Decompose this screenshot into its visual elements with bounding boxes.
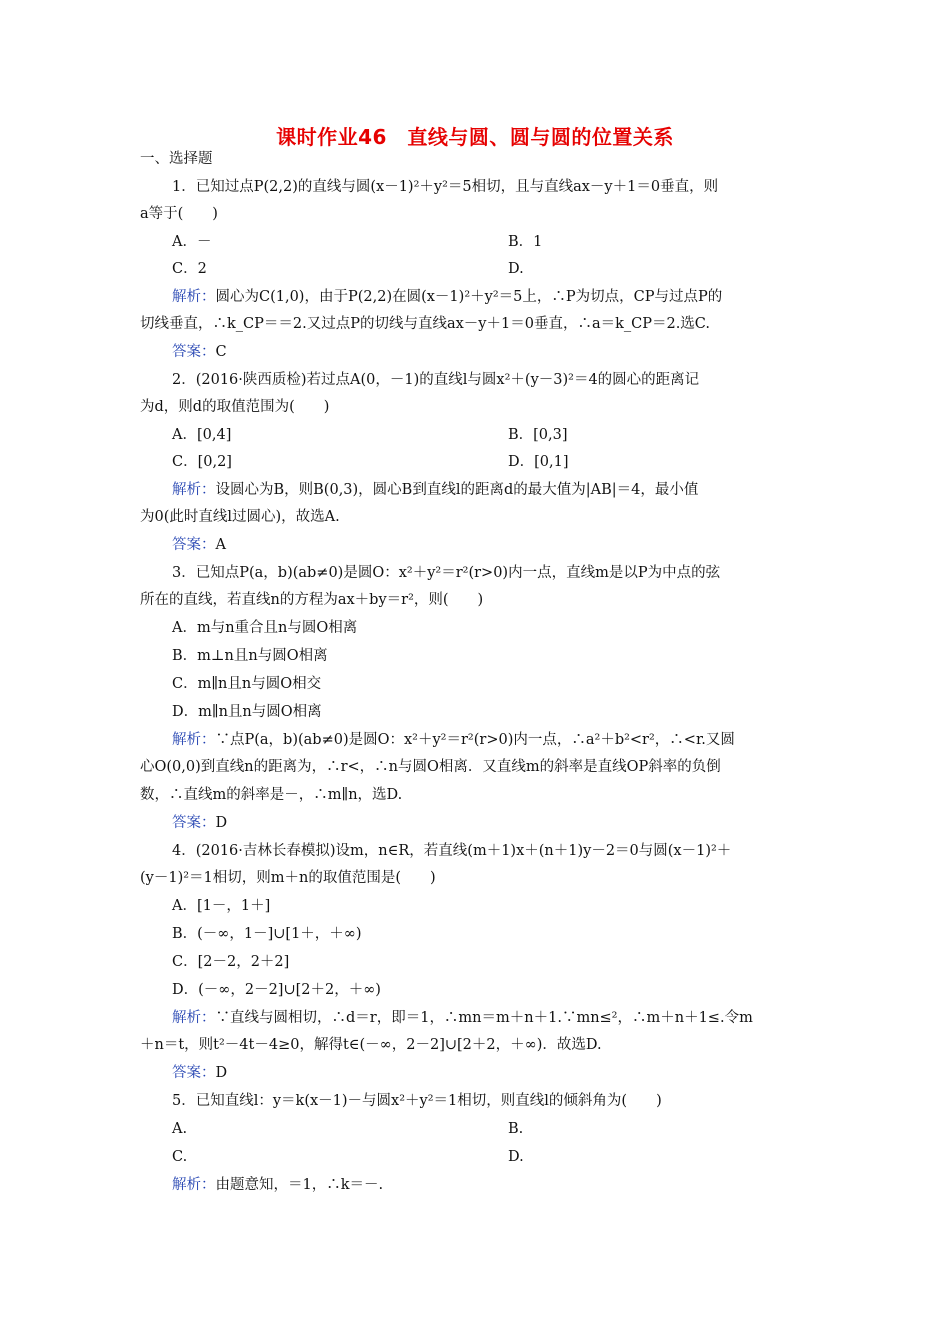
q2-option-b: B．[0,3]: [508, 427, 568, 443]
q1-analysis-line2: 切线垂直，∴k_CP＝＝2.又过点P的切线与直线ax－y＋1＝0垂直，∴a＝k_CP＝2.选C.: [140, 316, 710, 332]
q1-answer: 答案：C: [172, 344, 227, 360]
page-title: 课时作业46 直线与圆、圆与圆的位置关系: [276, 125, 674, 149]
q2-option-a: A．[0,4]: [172, 427, 232, 443]
q4-stem-line2: (y－1)²＝1相切，则m＋n的取值范围是( ): [140, 870, 436, 886]
q4-analysis-line2: ＋n＝t，则t²－4t－4≥0，解得t∈(－∞，2－2]∪[2＋2，＋∞)．故选D.: [140, 1037, 602, 1053]
q3-option-c: C．m∥n且n与圆O相交: [172, 676, 322, 692]
q5-option-a: A.: [172, 1121, 188, 1137]
analysis-label: 解析：: [172, 1010, 216, 1026]
q3-analysis-line1: 解析：∵点P(a，b)(ab≠0)是圆O：x²＋y²＝r²(r>0)内一点，∴a²＋b²<r²，∴<r.又圆: [172, 732, 735, 748]
analysis-label: 解析：: [172, 289, 216, 305]
answer-label: 答案：: [172, 537, 216, 553]
q3-stem-line1: 3．已知点P(a，b)(ab≠0)是圆O：x²＋y²＝r²(r>0)内一点，直线m是以P为中点的弦: [172, 565, 721, 581]
q1-option-d: D.: [508, 261, 524, 277]
q1-analysis-line1: 解析：圆心为C(1,0)，由于P(2,2)在圆(x－1)²＋y²＝5上，∴P为切点，CP与过点P的: [172, 289, 723, 305]
answer-label: 答案：: [172, 1065, 216, 1081]
q4-option-d: D．(－∞，2－2]∪[2＋2，＋∞): [172, 982, 381, 998]
q3-stem-line2: 所在的直线，若直线n的方程为ax＋by＝r²，则( ): [140, 592, 484, 608]
q2-stem-line2: 为d，则d的取值范围为( ): [140, 399, 330, 415]
q2-analysis-line2: 为0(此时直线l过圆心)，故选A.: [140, 509, 340, 525]
q1-stem-line2: a等于( ): [140, 206, 218, 222]
q2-stem-line1: 2．(2016·陕西质检)若过点A(0，－1)的直线l与圆x²＋(y－3)²＝4的圆心的距离记: [172, 372, 700, 388]
q3-option-d: D．m∥n且n与圆O相离: [172, 704, 322, 720]
q3-answer: 答案：D: [172, 815, 228, 831]
q5-analysis-line1: 解析：由题意知，＝1，∴k＝－.: [172, 1177, 384, 1193]
q4-option-a: A．[1－，1＋]: [172, 898, 271, 914]
q3-analysis-line2: 心O(0,0)到直线n的距离为，∴r<，∴n与圆O相离．又直线m的斜率是直线OP斜率的负倒: [140, 759, 721, 775]
q1-option-b: B．1: [508, 234, 543, 250]
q1-option-c: C．2: [172, 261, 207, 277]
q5-option-c: C.: [172, 1149, 188, 1165]
q4-answer: 答案：D: [172, 1065, 228, 1081]
answer-label: 答案：: [172, 815, 216, 831]
q4-stem-line1: 4．(2016·吉林长春模拟)设m，n∈R，若直线(m＋1)x＋(n＋1)y－2＝0与圆(x－1)²＋: [172, 843, 732, 859]
q4-option-b: B．(－∞，1－]∪[1＋，＋∞): [172, 926, 362, 942]
q3-option-b: B．m⊥n且n与圆O相离: [172, 648, 328, 664]
q2-answer: 答案：A: [172, 537, 226, 553]
analysis-label: 解析：: [172, 732, 216, 748]
q5-option-d: D.: [508, 1149, 524, 1165]
q2-option-c: C．[0,2]: [172, 454, 232, 470]
section-heading: 一、选择题: [140, 151, 213, 167]
analysis-label: 解析：: [172, 482, 216, 498]
q1-option-a: A．－: [172, 234, 212, 250]
q5-option-b: B.: [508, 1121, 524, 1137]
analysis-label: 解析：: [172, 1177, 216, 1193]
q3-option-a: A．m与n重合且n与圆O相离: [172, 620, 358, 636]
q2-option-d: D．[0,1]: [508, 454, 569, 470]
q2-analysis-line1: 解析：设圆心为B，则B(0,3)，圆心B到直线l的距离d的最大值为|AB|＝4，最小值: [172, 482, 699, 498]
q3-analysis-line3: 数，∴直线m的斜率是－，∴m∥n，选D.: [140, 787, 403, 803]
q4-analysis-line1: 解析：∵直线与圆相切，∴d＝r，即＝1，∴mn＝m＋n＋1.∵mn≤²，∴m＋n＋1≤.令m: [172, 1010, 753, 1026]
q4-option-c: C．[2－2，2＋2]: [172, 954, 290, 970]
q1-stem-line1: 1．已知过点P(2,2)的直线与圆(x－1)²＋y²＝5相切，且与直线ax－y＋1＝0垂直，则: [172, 179, 719, 195]
q5-stem-line1: 5．已知直线l：y＝k(x－1)－与圆x²＋y²＝1相切，则直线l的倾斜角为( ): [172, 1093, 662, 1109]
answer-label: 答案：: [172, 344, 216, 360]
